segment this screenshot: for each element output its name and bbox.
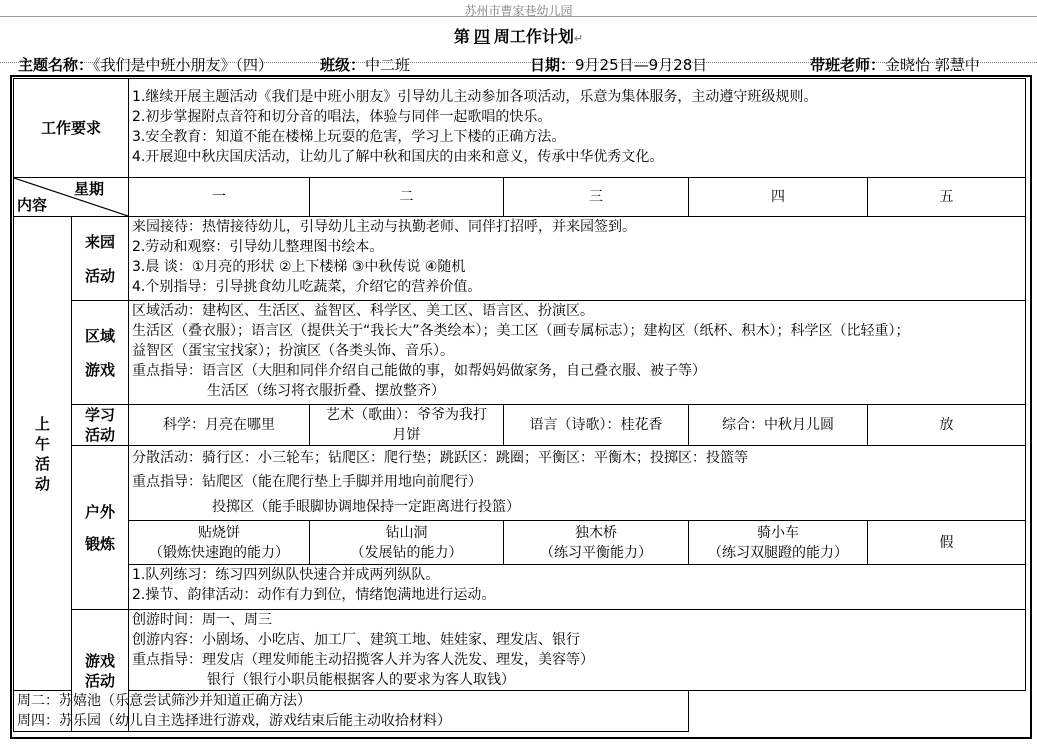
requirement-item: 4.开展迎中秋庆国庆活动，让幼儿了解中秋和国庆的由来和意义，传承中华优秀文化。 — [132, 149, 664, 165]
study-cell: 综合：中秋月儿圆 — [689, 405, 868, 446]
play-line: 银行（银行小职员能根据客人的要求为客人取钱） — [207, 672, 516, 688]
outdoor-label-line1: 户外 — [85, 502, 116, 521]
requirement-item: 2.初步掌握附点音符和切分音的唱法，体验与同伴一起歌唱的快乐。 — [132, 109, 552, 125]
outdoor-game-cell — [129, 521, 310, 565]
outdoor-row — [14, 446, 1026, 521]
morning-label-char: 动 — [34, 474, 50, 493]
study-label-line2: 活动 — [85, 426, 116, 444]
class-label: 班级： — [320, 56, 366, 74]
header-rule — [0, 16, 1037, 17]
content-axis-label: 内容 — [17, 196, 48, 214]
paragraph-mark-icon: ↵ — [573, 32, 584, 45]
page-title — [0, 24, 1037, 47]
play-line: 创游时间：周一、周三 — [132, 612, 273, 628]
outdoor-line: 投掷区（能手眼脚协调地保持一定距离进行投篮） — [212, 499, 521, 515]
morning-label-char: 上 — [34, 414, 50, 433]
outdoor-games-row — [14, 521, 1026, 565]
outdoor-extra-line: 1.队列练习：练习四列纵队快速合并成两列纵队。 — [132, 567, 440, 583]
weekday-diagonal-header — [14, 178, 129, 217]
outdoor-line: 分散活动：骑行区：小三轮车；钻爬区：爬行垫；跳跃区：跳圈；平衡区：平衡木；投掷区：投篮等 — [132, 450, 749, 466]
study-label — [72, 405, 129, 446]
arrival-label-line2: 活动 — [85, 266, 116, 285]
teacher-label: 带班老师： — [810, 56, 886, 74]
weekday-fri: 五 — [868, 178, 1026, 217]
area-line: 重点指导：语言区（大胆和同伴介绍自己能做的事，如帮妈妈做家务，自己叠衣服、被子等） — [132, 363, 707, 379]
area-label-line1: 区域 — [85, 326, 116, 345]
area-line: 区域活动：建构区、生活区、益智区、科学区、美工区、语言区、扮演区。 — [132, 303, 595, 319]
requirements-row — [14, 79, 1026, 178]
requirement-item: 3.安全教育：知道不能在楼梯上玩耍的危害，学习上下楼的正确方法。 — [132, 129, 566, 145]
requirements-label: 工作要求 — [14, 79, 129, 178]
weekday-thu: 四 — [689, 178, 868, 217]
week-number: 四 — [473, 27, 490, 46]
weekday-mon: 一 — [129, 178, 310, 217]
game-name: 假 — [939, 534, 954, 551]
play-sub-line: 周二：苏嬉池（乐意尝试筛沙并知道正确方法） — [17, 693, 311, 709]
morning-label-text — [17, 414, 68, 494]
requirements-content — [129, 79, 1026, 178]
study-cell: 科学：月亮在哪里 — [129, 405, 310, 446]
outdoor-content — [129, 446, 1026, 521]
study-row — [14, 405, 1026, 446]
outdoor-label-line2: 锻炼 — [85, 534, 116, 553]
outdoor-game-cell — [310, 521, 504, 565]
arrival-line: 来园接待：热情接待幼儿，引导幼儿主动与执勤老师、同伴打招呼，并来园签到。 — [132, 219, 637, 235]
class-field — [320, 54, 410, 75]
morning-label-char: 活 — [34, 454, 50, 473]
arrival-content — [129, 217, 1026, 301]
date-field — [530, 54, 707, 75]
area-games-content — [129, 301, 1026, 405]
outdoor-extra-content — [129, 565, 1026, 610]
outdoor-game-cell — [689, 521, 868, 565]
teacher-field — [810, 54, 980, 75]
play-sub-row — [14, 691, 1026, 732]
weekday-axis-label: 星期 — [74, 180, 105, 198]
outdoor-label — [72, 446, 129, 610]
outdoor-line: 重点指导：钻爬区（能在爬行垫上手脚并用地向前爬行） — [132, 474, 483, 490]
theme-value: 《我们是中班小朋友》（四） — [93, 56, 274, 74]
game-name: 独木桥 — [575, 524, 618, 541]
game-goal: （练习平衡能力） — [540, 544, 653, 561]
morning-label-char: 午 — [34, 434, 50, 453]
study-cell: 放 — [868, 405, 1026, 446]
requirement-item: 1.继续开展主题活动《我们是中班小朋友》引导幼儿主动参加各项活动，乐意为集体服务，主动遵守班级规则。 — [132, 89, 818, 105]
outdoor-extra-row — [14, 565, 1026, 610]
plan-meta-row — [18, 54, 1028, 74]
play-sub-line: 周四：苏乐园（幼儿自主选择进行游戏，游戏结束后能主动收拾材料） — [17, 713, 451, 729]
morning-section-label — [14, 217, 72, 691]
date-label: 日期： — [530, 56, 576, 74]
play-sub-content — [14, 691, 689, 732]
area-games-label — [72, 301, 129, 405]
area-line: 生活区（练习将衣服折叠、摆放整齐） — [207, 383, 446, 399]
school-header: 苏州市曹家巷幼儿园 — [464, 4, 573, 18]
weekday-header-row — [14, 178, 1026, 217]
play-line: 重点指导：理发店（理发师能主动招揽客人并为客人洗发、理发，美容等） — [132, 652, 595, 668]
theme-label: 主题名称： — [18, 56, 94, 74]
outdoor-game-cell — [504, 521, 689, 565]
weekday-tue: 二 — [310, 178, 504, 217]
game-name: 骑小车 — [757, 524, 800, 541]
play-content — [129, 610, 1026, 691]
arrival-line: 2.劳动和观察：引导幼儿整理图书绘本。 — [132, 239, 384, 255]
play-label-line2: 活动 — [85, 671, 116, 690]
study-cell: 语言（诗歌）：桂花香 — [504, 405, 689, 446]
study-label-line1: 学习 — [85, 406, 116, 424]
game-name: 钻山洞 — [385, 524, 428, 541]
play-label-line1: 游戏 — [85, 651, 116, 670]
teacher-value: 金晓怡 郭慧中 — [885, 56, 980, 74]
play-row — [14, 610, 1026, 691]
arrival-line: 4.个别指导：引导挑食幼儿吃蔬菜，介绍它的营养价值。 — [132, 279, 482, 295]
weekly-plan-table — [13, 78, 1026, 732]
game-name: 贴烧饼 — [198, 524, 241, 541]
arrival-label — [72, 217, 129, 301]
title-prefix: 第 — [453, 27, 470, 46]
date-value: 9月25日—9月28日 — [575, 56, 708, 74]
theme-field — [18, 54, 273, 75]
arrival-row — [14, 217, 1026, 301]
study-cell: 艺术（歌曲）：爷爷为我打月饼 — [310, 405, 504, 446]
arrival-label-line1: 来园 — [85, 232, 116, 251]
area-line: 益智区（蛋宝宝找家）；扮演区（各类头饰、音乐）。 — [132, 343, 455, 359]
title-suffix: 周工作计划 — [493, 27, 574, 46]
outdoor-extra-line: 2.操节、韵律活动：动作有力到位，情绪饱满地进行运动。 — [132, 587, 496, 603]
area-games-row — [14, 301, 1026, 405]
game-goal: （练习双腿蹬的能力） — [708, 544, 849, 561]
area-line: 生活区（叠衣服）；语言区（提供关于“我长大”各类绘本）；美工区（画专属标志）；建构区（纸杯、积木）；科学区（比轻重）； — [132, 323, 910, 339]
class-value: 中二班 — [365, 56, 411, 74]
arrival-line: 3.晨 谈：①月亮的形状 ②上下楼梯 ③中秋传说 ④随机 — [132, 259, 466, 275]
play-line: 创游内容：小剧场、小吃店、加工厂、建筑工地、娃娃家、理发店、银行 — [132, 632, 581, 648]
outdoor-game-cell — [868, 521, 1026, 565]
weekday-wed: 三 — [504, 178, 689, 217]
area-label-line2: 游戏 — [85, 360, 116, 379]
game-goal: （锻炼快速跑的能力） — [149, 544, 290, 561]
game-goal: （发展钻的能力） — [350, 544, 463, 561]
